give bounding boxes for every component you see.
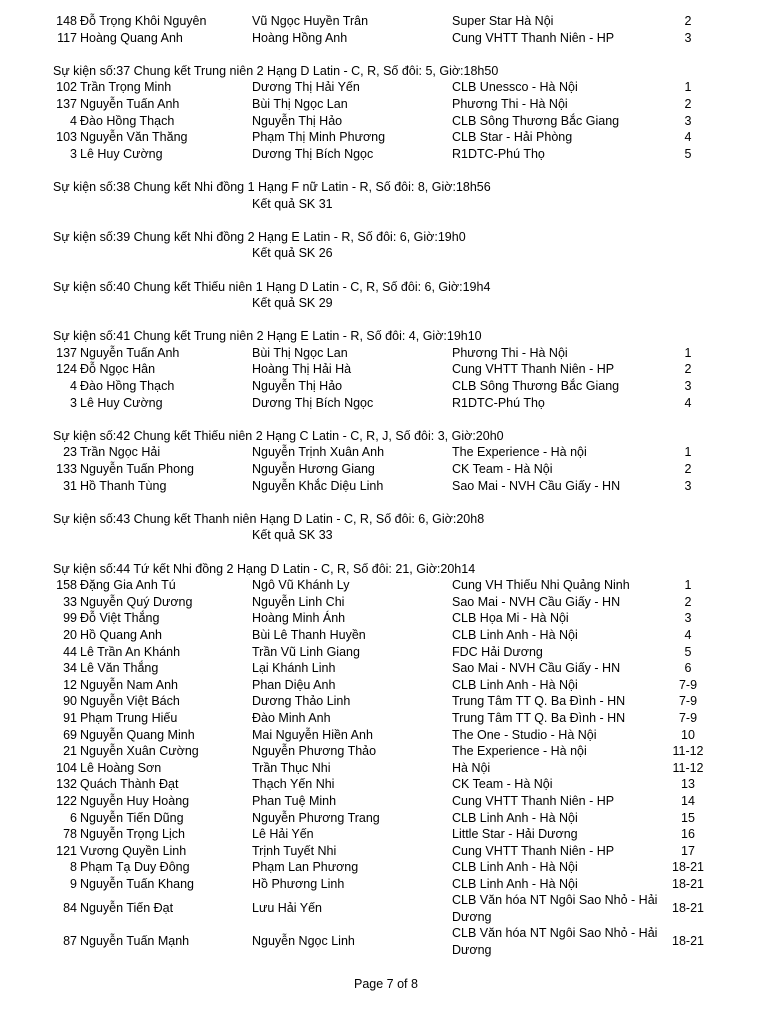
couple-number: 6 [70,810,77,825]
event-heading: Sự kiện số:43 Chung kết Thanh niên Hạng D Latin - C, R, Số đôi: 6, Giờ:20h8 [53,511,485,526]
couple-number: 91 [63,710,77,725]
female-dancer-name: Hoàng Minh Ánh [252,611,346,626]
club-name: CK Team - Hà Nội [452,777,553,792]
result-row [0,727,772,744]
female-dancer-name: Nguyễn Trịnh Xuân Anh [252,445,385,460]
result-reference: Kết quả SK 26 [252,246,333,261]
event-heading: Sự kiện số:44 Tứ kết Nhi đồng 2 Hạng D Latin - C, R, Số đôi: 21, Giờ:20h14 [53,561,476,576]
placement: 18-21 [672,860,704,875]
couple-number: 34 [63,661,77,676]
placement: 7-9 [678,677,698,692]
result-row [0,129,772,146]
couple-number: 102 [56,80,77,95]
spacer [0,46,772,63]
male-dancer-name: Lê Trần An Khánh [80,644,181,659]
placement: 1 [684,445,692,460]
male-dancer-name: Phạm Tạ Duy Đông [80,860,190,875]
club-name: Super Star Hà Nội [452,14,554,28]
female-dancer-name: Lại Khánh Linh [252,661,336,676]
male-dancer-name: Quách Thành Đạt [80,777,179,792]
placement: 2 [684,594,692,609]
female-dancer-name: Vũ Ngọc Huyền Trân [252,14,369,28]
placement: 14 [681,793,695,808]
male-dancer-name: Hồ Quang Anh [80,627,163,642]
male-dancer-name: Nguyễn Trọng Lịch [80,827,185,842]
female-dancer-name: Dương Thị Bích Ngọc [252,395,374,410]
couple-number: 44 [63,644,77,659]
event-heading: Sự kiện số:39 Chung kết Nhi đồng 2 Hạng E Latin - R, Số đôi: 6, Giờ:19h0 [53,229,466,244]
result-row [0,660,772,677]
club-name: R1DTC-Phú Thọ [452,395,545,410]
placement: 1 [684,80,692,95]
placement: 2 [684,462,692,477]
female-dancer-name: Phan Diệu Anh [252,677,336,692]
placement: 2 [684,96,692,111]
male-dancer-name: Đào Hồng Thạch [80,113,175,128]
club-name: CLB Văn hóa NT Ngôi Sao Nhỏ - Hải Dương [452,926,658,957]
couple-number: 117 [57,30,77,45]
placement: 3 [684,379,692,394]
male-dancer-name: Trần Trọng Minh [80,80,172,95]
result-row [0,743,772,760]
couple-number: 124 [56,362,77,377]
couple-number: 84 [63,901,77,916]
club-name: Phương Thi - Hà Nội [452,96,568,111]
female-dancer-name: Trịnh Tuyết Nhi [252,843,337,858]
female-dancer-name: Hoàng Thị Hải Hà [252,362,352,377]
female-dancer-name: Dương Thị Bích Ngọc [252,146,374,161]
couple-number: 33 [63,594,77,609]
club-name: Cung VHTT Thanh Niên - HP [452,362,615,377]
club-name: CLB Văn hóa NT Ngôi Sao Nhỏ - Hải Dương [452,893,658,924]
placement: 18-21 [672,934,704,949]
male-dancer-name: Nguyễn Tuấn Anh [80,96,180,111]
event-heading: Sự kiện số:38 Chung kết Nhi đồng 1 Hạng F nữ Latin - R, Số đôi: 8, Giờ:18h56 [53,179,491,194]
male-dancer-name: Nguyễn Nam Anh [80,677,178,692]
male-dancer-name: Nguyễn Quang Minh [80,727,195,742]
result-row [0,577,772,594]
male-dancer-name: Phạm Trung Hiếu [80,710,178,725]
result-row [0,793,772,810]
club-name: CLB Linh Anh - Hà Nội [452,860,578,875]
results-document [0,13,772,958]
female-dancer-name: Hoàng Hồng Anh [252,30,348,45]
female-dancer-name: Dương Thị Hải Yến [252,80,360,95]
couple-number: 137 [56,345,77,360]
result-row [0,345,772,362]
club-name: Cung VH Thiếu Nhi Quảng Ninh [452,578,630,593]
male-dancer-name: Nguyễn Tuấn Khang [80,876,194,891]
result-row [0,776,772,793]
result-row [0,810,772,827]
club-name: CLB Họa Mi - Hà Nội [452,611,569,626]
result-row [0,677,772,694]
club-name: Trung Tâm TT Q. Ba Đình - HN [452,710,626,725]
result-row [0,13,772,30]
club-name: The Experience - Hà nội [452,744,587,759]
couple-number: 8 [70,860,77,875]
result-row [0,478,772,495]
spacer [0,312,772,329]
male-dancer-name: Hoàng Quang Anh [80,30,183,45]
result-row [0,693,772,710]
female-dancer-name: Bùi Lê Thanh Huyền [252,627,366,642]
club-name: CLB Star - Hải Phòng [452,130,573,145]
result-reference: Kết quả SK 33 [252,528,333,543]
female-dancer-name: Trần Vũ Linh Giang [252,644,360,659]
male-dancer-name: Đỗ Trọng Khôi Nguyên [80,14,207,28]
female-dancer-name: Thạch Yến Nhi [252,777,335,792]
male-dancer-name: Nguyễn Việt Bách [80,694,180,709]
female-dancer-name: Nguyễn Khắc Diệu Linh [252,478,384,493]
placement: 3 [684,478,692,493]
placement: 3 [684,611,692,626]
result-row [0,378,772,395]
couple-number: 132 [56,777,77,792]
club-name: Trung Tâm TT Q. Ba Đình - HN [452,694,626,709]
page-footer: Page 7 of 8 [354,977,418,991]
couple-number: 99 [63,611,77,626]
placement: 18-21 [672,876,704,891]
placement: 11-12 [672,760,704,775]
placement: 15 [681,810,695,825]
male-dancer-name: Nguyễn Tuấn Phong [80,462,194,477]
male-dancer-name: Trần Ngọc Hải [80,445,161,460]
club-name: CLB Linh Anh - Hà Nội [452,810,578,825]
male-dancer-name: Nguyễn Văn Thăng [80,130,188,145]
placement: 1 [684,345,692,360]
female-dancer-name: Đào Minh Anh [252,710,331,725]
placement: 13 [681,777,695,792]
club-name: Hà Nội [452,760,491,775]
couple-number: 148 [56,14,77,28]
result-row [0,30,772,47]
male-dancer-name: Hồ Thanh Tùng [80,478,167,493]
female-dancer-name: Nguyễn Thị Hảo [252,113,343,128]
club-name: CLB Linh Anh - Hà Nội [452,627,578,642]
couple-number: 20 [63,627,77,642]
male-dancer-name: Lê Hoàng Sơn [80,760,162,775]
club-name: Sao Mai - NVH Cầu Giấy - HN [452,661,621,676]
result-row [0,859,772,876]
placement: 7-9 [678,694,698,709]
result-row [0,610,772,627]
result-row [0,461,772,478]
couple-number: 104 [56,760,77,775]
male-dancer-name: Đỗ Việt Thắng [80,611,160,626]
couple-number: 90 [63,694,77,709]
female-dancer-name: Phạm Thị Minh Phương [252,130,386,145]
result-row [0,925,772,958]
female-dancer-name: Trần Thục Nhi [252,760,331,775]
club-name: CLB Linh Anh - Hà Nội [452,876,578,891]
result-row [0,96,772,113]
result-row [0,361,772,378]
male-dancer-name: Nguyễn Tuấn Anh [80,345,180,360]
couple-number: 133 [56,462,77,477]
male-dancer-name: Nguyễn Xuân Cường [80,744,199,759]
result-row [0,79,772,96]
event-heading: Sự kiện số:37 Chung kết Trung niên 2 Hạng D Latin - C, R, Số đôi: 5, Giờ:18h50 [53,63,499,78]
couple-number: 3 [70,146,77,161]
result-row [0,627,772,644]
result-row [0,760,772,777]
club-name: CLB Linh Anh - Hà Nội [452,677,578,692]
placement: 7-9 [678,710,698,725]
club-name: Phương Thi - Hà Nội [452,345,568,360]
placement: 3 [684,113,692,128]
placement: 4 [684,627,692,642]
result-row [0,843,772,860]
club-name: R1DTC-Phú Thọ [452,146,545,161]
result-row [0,892,772,925]
club-name: Cung VHTT Thanh Niên - HP [452,793,615,808]
spacer [0,411,772,428]
placement: 1 [684,578,692,593]
male-dancer-name: Đào Hồng Thạch [80,379,175,394]
spacer [0,544,772,561]
male-dancer-name: Lê Huy Cường [80,146,163,161]
result-row [0,876,772,893]
female-dancer-name: Nguyễn Phương Trang [252,810,380,825]
spacer [0,494,772,511]
spacer [0,212,772,229]
couple-number: 103 [56,130,77,145]
male-dancer-name: Lê Văn Thắng [80,661,159,676]
couple-number: 158 [56,578,77,593]
couple-number: 69 [63,727,77,742]
couple-number: 23 [63,445,77,460]
placement: 11-12 [672,744,704,759]
female-dancer-name: Bùi Thị Ngọc Lan [252,96,348,111]
event-heading: Sự kiện số:40 Chung kết Thiếu niên 1 Hạng D Latin - C, R, Số đôi: 6, Giờ:19h4 [53,279,491,294]
couple-number: 121 [56,843,77,858]
couple-number: 122 [56,793,77,808]
female-dancer-name: Nguyễn Hương Giang [252,462,375,477]
club-name: Cung VHTT Thanh Niên - HP [452,30,615,45]
placement: 16 [681,827,695,842]
female-dancer-name: Mai Nguyễn Hiền Anh [252,727,373,742]
female-dancer-name: Phạm Lan Phương [252,860,359,875]
couple-number: 3 [70,395,77,410]
couple-number: 21 [63,744,77,759]
couple-number: 4 [70,379,77,394]
club-name: CK Team - Hà Nội [452,462,553,477]
female-dancer-name: Lưu Hải Yến [252,901,322,916]
club-name: Little Star - Hải Dương [452,827,578,842]
placement: 17 [681,843,695,858]
couple-number: 12 [63,677,77,692]
result-row [0,395,772,412]
result-row [0,710,772,727]
spacer [0,162,772,179]
couple-number: 4 [70,113,77,128]
result-row [0,644,772,661]
club-name: The One - Studio - Hà Nội [452,727,597,742]
couple-number: 137 [56,96,77,111]
result-row [0,146,772,163]
result-row [0,444,772,461]
result-row [0,113,772,130]
female-dancer-name: Bùi Thị Ngọc Lan [252,345,348,360]
club-name: The Experience - Hà nội [452,445,587,460]
club-name: Sao Mai - NVH Cầu Giấy - HN [452,594,621,609]
placement: 5 [684,146,692,161]
female-dancer-name: Nguyễn Thị Hảo [252,379,343,394]
placement: 5 [684,644,692,659]
couple-number: 31 [63,478,77,493]
placement: 4 [684,395,692,410]
couple-number: 9 [70,876,77,891]
club-name: CLB Sông Thương Bắc Giang [452,379,620,394]
male-dancer-name: Vương Quyền Linh [80,843,187,858]
female-dancer-name: Lê Hải Yến [252,827,314,842]
female-dancer-name: Dương Thảo Linh [252,694,351,709]
female-dancer-name: Nguyễn Ngọc Linh [252,934,355,949]
couple-number: 87 [63,934,77,949]
placement: 2 [684,14,692,28]
female-dancer-name: Ngô Vũ Khánh Ly [252,578,350,593]
club-name: CLB Sông Thương Bắc Giang [452,113,620,128]
placement: 6 [684,661,692,676]
female-dancer-name: Hồ Phương Linh [252,876,345,891]
male-dancer-name: Nguyễn Huy Hoàng [80,793,190,808]
result-reference: Kết quả SK 29 [252,296,333,311]
male-dancer-name: Lê Huy Cường [80,395,163,410]
placement: 18-21 [672,901,704,916]
female-dancer-name: Nguyễn Phương Thảo [252,744,377,759]
result-reference: Kết quả SK 31 [252,196,333,211]
male-dancer-name: Nguyễn Tiến Đạt [80,901,174,916]
placement: 2 [684,362,692,377]
event-heading: Sự kiện số:42 Chung kết Thiếu niên 2 Hạng C Latin - C, R, J, Số đôi: 3, Giờ:20h0 [53,428,504,443]
club-name: FDC Hải Dương [452,644,543,659]
result-row [0,826,772,843]
club-name: CLB Unessco - Hà Nội [452,80,578,95]
placement: 3 [684,30,692,45]
placement: 10 [681,727,695,742]
male-dancer-name: Đặng Gia Anh Tú [80,578,176,593]
club-name: Cung VHTT Thanh Niên - HP [452,843,615,858]
couple-number: 78 [63,827,77,842]
spacer [0,262,772,279]
male-dancer-name: Nguyễn Tiến Dũng [80,810,184,825]
club-name: Sao Mai - NVH Cầu Giấy - HN [452,478,621,493]
male-dancer-name: Nguyễn Quý Dương [80,594,193,609]
result-row [0,594,772,611]
female-dancer-name: Nguyễn Linh Chi [252,594,345,609]
male-dancer-name: Nguyễn Tuấn Mạnh [80,934,190,949]
male-dancer-name: Đỗ Ngọc Hân [80,362,156,377]
event-heading: Sự kiện số:41 Chung kết Trung niên 2 Hạng E Latin - R, Số đôi: 4, Giờ:19h10 [53,329,482,344]
female-dancer-name: Phan Tuệ Minh [252,793,337,808]
placement: 4 [684,130,692,145]
